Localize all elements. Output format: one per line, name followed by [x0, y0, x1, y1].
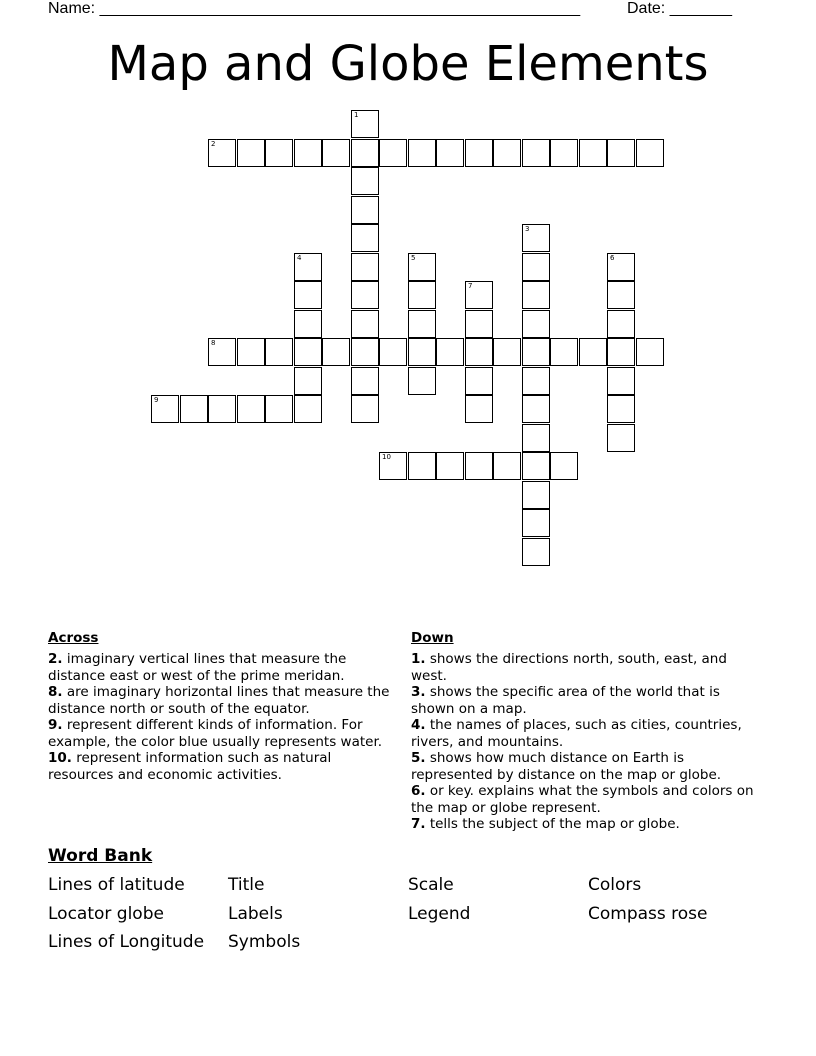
crossword-cell[interactable] [294, 281, 322, 309]
crossword-cell[interactable] [408, 281, 436, 309]
crossword-cell[interactable] [351, 281, 379, 309]
crossword-cell[interactable] [465, 281, 493, 309]
crossword-cell[interactable] [493, 139, 521, 167]
down-clue: 1. shows the directions north, south, east, and west. [411, 651, 727, 684]
word-bank-word: Colors [588, 875, 642, 895]
crossword-cell[interactable] [522, 452, 550, 480]
down-clue: 4. the names of places, such as cities, countries, rivers, and mountains. [411, 717, 742, 750]
crossword-cell[interactable] [465, 139, 493, 167]
crossword-cell[interactable] [522, 224, 550, 252]
crossword-cell[interactable] [351, 338, 379, 366]
crossword-cell[interactable] [408, 367, 436, 395]
word-bank-word: Lines of latitude [48, 875, 185, 895]
crossword-cell[interactable] [465, 367, 493, 395]
cell-number: 4 [297, 254, 302, 262]
word-bank-word: Lines of Longitude [48, 932, 205, 952]
crossword-cell[interactable] [351, 395, 379, 423]
crossword-cell[interactable] [351, 253, 379, 281]
crossword-cell[interactable] [522, 253, 550, 281]
across-clue: 10. represent information such as natural resources and economic activities. [48, 750, 332, 783]
crossword-cell[interactable] [294, 253, 322, 281]
crossword-cell[interactable] [265, 139, 293, 167]
down-heading: Down [411, 630, 454, 646]
crossword-cell[interactable] [522, 481, 550, 509]
crossword-cell[interactable] [579, 139, 607, 167]
crossword-cell[interactable] [493, 338, 521, 366]
crossword-cell[interactable] [465, 338, 493, 366]
crossword-cell[interactable] [408, 139, 436, 167]
cell-number: 10 [382, 453, 391, 461]
cell-number: 7 [468, 282, 473, 290]
cell-number: 5 [411, 254, 416, 262]
crossword-cell[interactable] [180, 395, 208, 423]
crossword-cell[interactable] [607, 424, 635, 452]
crossword-cell[interactable] [550, 338, 578, 366]
crossword-cell[interactable] [465, 452, 493, 480]
crossword-cell[interactable] [322, 338, 350, 366]
crossword-cell[interactable] [607, 281, 635, 309]
across-clue: 8. are imaginary horizontal lines that measure the distance north or south of the equator. [48, 684, 390, 717]
crossword-cell[interactable] [522, 338, 550, 366]
crossword-cell[interactable] [408, 452, 436, 480]
crossword-cell[interactable] [408, 338, 436, 366]
crossword-cell[interactable] [408, 310, 436, 338]
crossword-cell[interactable] [636, 338, 664, 366]
word-bank-word: Title [228, 875, 265, 895]
crossword-cell[interactable] [493, 452, 521, 480]
cell-number: 9 [154, 396, 159, 404]
crossword-cell[interactable] [294, 395, 322, 423]
crossword-cell[interactable] [208, 139, 236, 167]
across-clue: 2. imaginary vertical lines that measure the distance east or west of the prime meridan. [48, 651, 347, 684]
down-clue: 3. shows the specific area of the world that is shown on a map. [411, 684, 720, 717]
down-clue: 7. tells the subject of the map or globe. [411, 816, 680, 832]
crossword-cell[interactable] [522, 424, 550, 452]
word-bank-word: Labels [228, 904, 283, 924]
crossword-cell[interactable] [351, 196, 379, 224]
crossword-cell[interactable] [294, 338, 322, 366]
crossword-cell[interactable] [294, 310, 322, 338]
across-heading: Across [48, 630, 99, 646]
crossword-cell[interactable] [436, 139, 464, 167]
crossword-cell[interactable] [436, 452, 464, 480]
word-bank-title: Word Bank [48, 846, 153, 866]
crossword-cell[interactable] [522, 310, 550, 338]
crossword-cell[interactable] [465, 395, 493, 423]
word-bank-word: Legend [408, 904, 471, 924]
crossword-cell[interactable] [607, 367, 635, 395]
crossword-cell[interactable] [237, 139, 265, 167]
crossword-cell[interactable] [351, 139, 379, 167]
crossword-cell[interactable] [351, 110, 379, 138]
crossword-cell[interactable] [607, 310, 635, 338]
crossword-cell[interactable] [522, 395, 550, 423]
down-clue: 5. shows how much distance on Earth is represented by distance on the map or globe. [411, 750, 722, 783]
crossword-cell[interactable] [351, 367, 379, 395]
across-clues [48, 630, 393, 783]
word-bank-word: Compass rose [588, 904, 708, 924]
across-clue: 9. represent different kinds of information. For example, the color blue usually represents water. [48, 717, 383, 750]
crossword-cell[interactable] [294, 367, 322, 395]
name-field-label: Name: ______________________________________________________ [48, 0, 581, 17]
word-bank-word: Scale [408, 875, 454, 895]
crossword-cell[interactable] [522, 367, 550, 395]
cell-number: 1 [354, 111, 359, 119]
crossword-cell[interactable] [522, 281, 550, 309]
crossword-cell[interactable] [607, 338, 635, 366]
crossword-cell[interactable] [265, 338, 293, 366]
crossword-cell[interactable] [379, 139, 407, 167]
word-bank-word: Locator globe [48, 904, 164, 924]
crossword-cell[interactable] [237, 338, 265, 366]
crossword-cell[interactable] [237, 395, 265, 423]
date-field-label: Date: _______ [627, 0, 732, 17]
crossword-cell[interactable] [550, 452, 578, 480]
word-bank-word: Symbols [228, 932, 301, 952]
crossword-cell[interactable] [294, 139, 322, 167]
crossword-cell[interactable] [208, 395, 236, 423]
crossword-cell[interactable] [379, 452, 407, 480]
crossword-cell[interactable] [522, 139, 550, 167]
cell-number: 6 [610, 254, 615, 262]
page-title: Map and Globe Elements [107, 36, 709, 92]
name-date-header [48, 0, 748, 20]
cell-number: 8 [211, 339, 216, 347]
crossword-cell[interactable] [522, 509, 550, 537]
crossword-cell[interactable] [208, 338, 236, 366]
cell-number: 2 [211, 140, 216, 148]
crossword-cell[interactable] [607, 139, 635, 167]
cell-number: 3 [525, 225, 530, 233]
down-clue: 6. or key. explains what the symbols and colors on the map or globe represent. [411, 783, 754, 816]
crossword-cell[interactable] [436, 338, 464, 366]
crossword-cell[interactable] [522, 538, 550, 566]
crossword-cell[interactable] [607, 253, 635, 281]
crossword-cell[interactable] [379, 338, 407, 366]
down-clues [411, 630, 756, 833]
crossword-cell[interactable] [550, 139, 578, 167]
crossword-cell[interactable] [607, 395, 635, 423]
crossword-cell[interactable] [351, 167, 379, 195]
crossword-cell[interactable] [322, 139, 350, 167]
crossword-cell[interactable] [408, 253, 436, 281]
crossword-cell[interactable] [351, 310, 379, 338]
crossword-cell[interactable] [151, 395, 179, 423]
crossword-cell[interactable] [636, 139, 664, 167]
crossword-cell[interactable] [265, 395, 293, 423]
crossword-cell[interactable] [465, 310, 493, 338]
crossword-cell[interactable] [351, 224, 379, 252]
crossword-cell[interactable] [579, 338, 607, 366]
